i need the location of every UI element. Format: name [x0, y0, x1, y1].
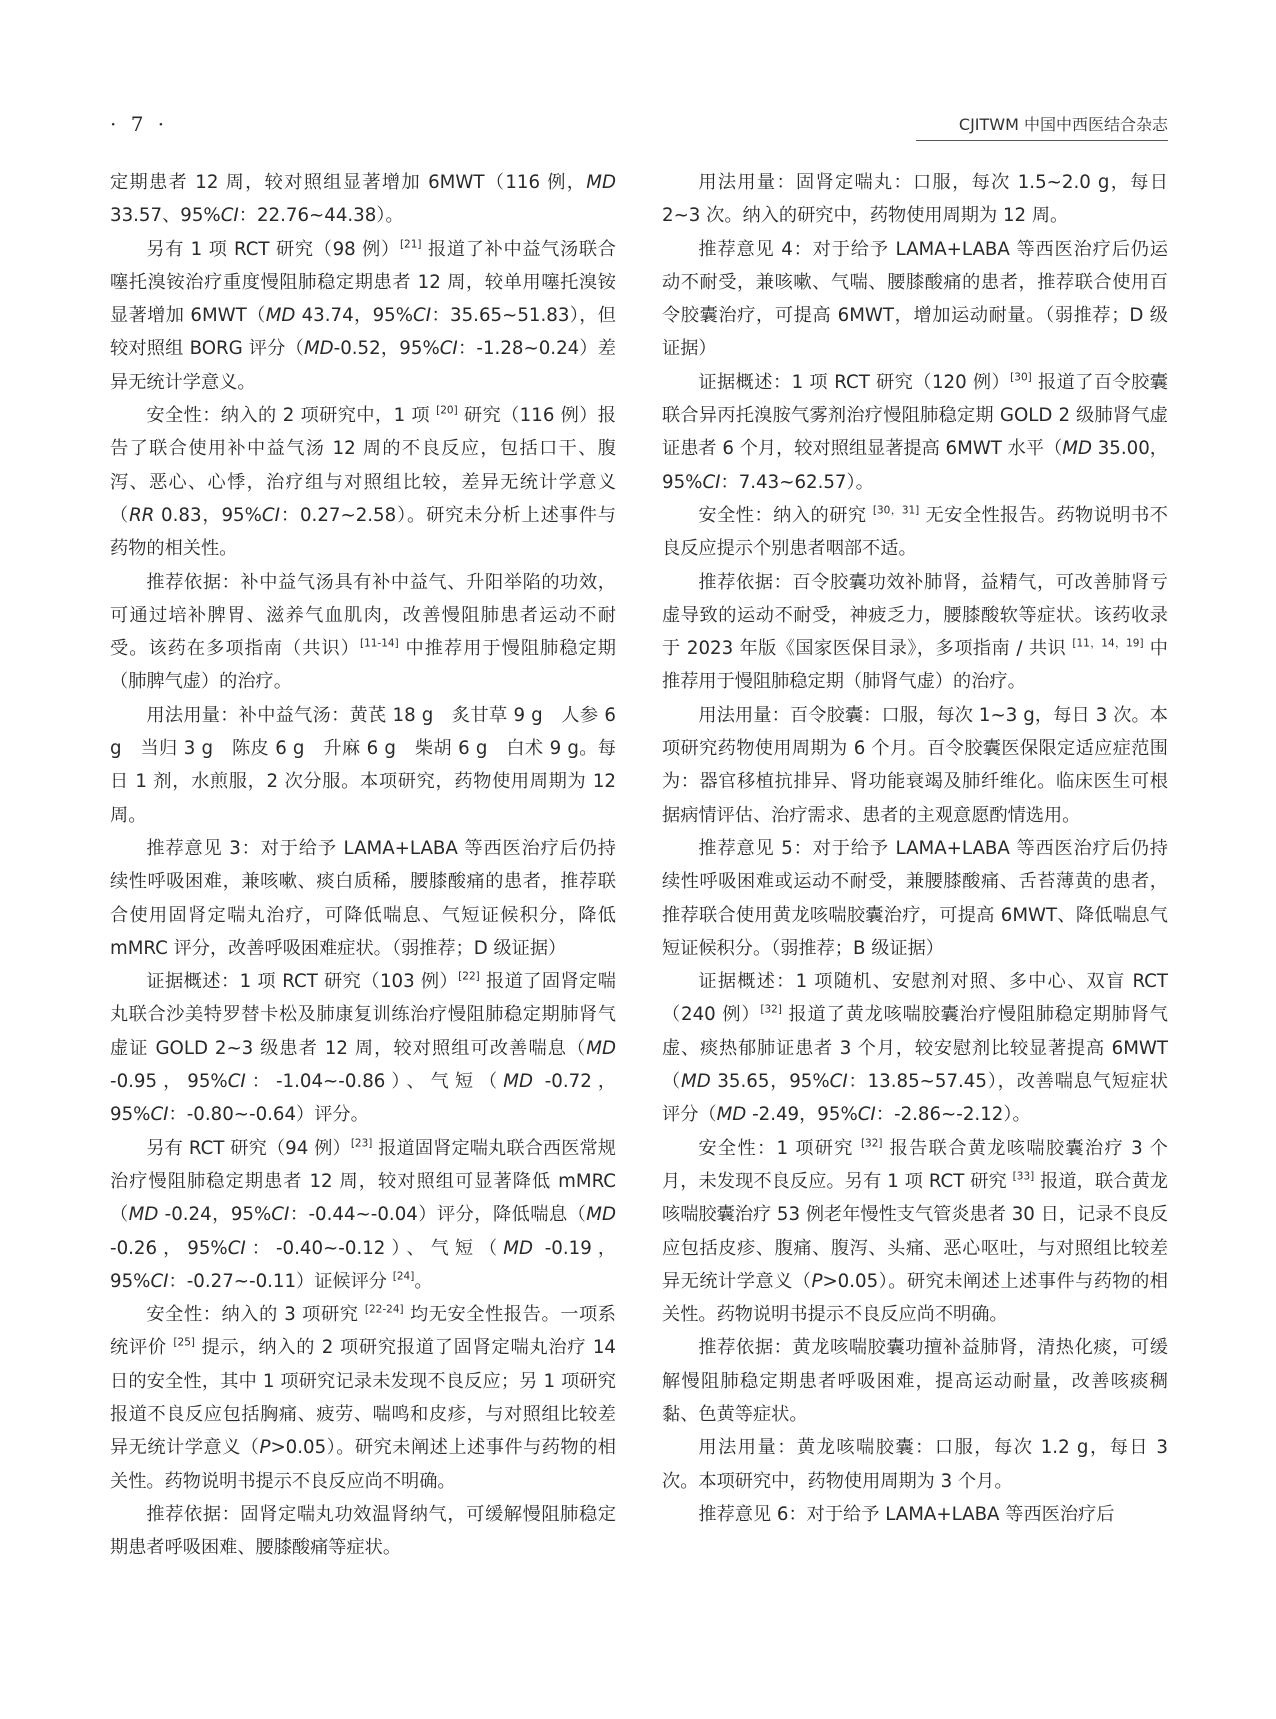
- paragraph: 另有 RCT 研究（94 例）[23] 报道固肾定喘丸联合西医常规治疗慢阻肺稳定期患者 12 周，较对照组可显著降低 mMRC（MD -0.24，95%CI：-0.44~-0.04）评分，降低喘息（MD -0.26，95%CI：-0.40~-0.12）、气短（MD -0.19，95%CI：-0.27~-0.11）证候评分 [24]。: [110, 1137, 617, 1292]
- paragraph: 安全性：1 项研究 [32] 报告联合黄龙咳喘胶囊治疗 3 个月，未发现不良反应。另有 1 项 RCT 研究 [33] 报道，联合黄龙咳喘胶囊治疗 53 例老年慢性支气管炎患者 30 日，记录不良反应包括皮疹、腹痛、腹泻、头痛、恶心呕吐，与对照组比较差异无统计学意义（P>0.05）。研究未阐述上述事件与药物的相关性。药物说明书提示不良反应尚不明确。: [662, 1137, 1168, 1326]
- paragraph: 推荐依据：补中益气汤具有补中益气、升阳举陷的功效，可通过培补脾胃、滋养气血肌肉，改善慢阻肺患者运动不耐受。该药在多项指南（共识）[11-14] 中推荐用于慢阻肺稳定期（肺脾气虚）的治疗。: [110, 571, 616, 693]
- paragraph: 安全性：纳入的研究 [30，31] 无安全性报告。药物说明书不良反应提示个别患者咽部不适。: [662, 504, 1168, 560]
- paragraph: 另有 1 项 RCT 研究（98 例）[21] 报道了补中益气汤联合噻托溴铵治疗重度慢阻肺稳定期患者 12 周，较单用噻托溴铵显著增加 6MWT（MD 43.74，95%CI：35.65~51.83），但较对照组 BORG 评分（MD-0.52，95%CI：-1.28~0.24）差异无统计学意义。: [110, 238, 616, 393]
- journal-name: CJITWM 中国中西医结合杂志: [958, 115, 1168, 134]
- paragraph: 定期患者 12 周，较对照组显著增加 6MWT（116 例，MD 33.57、95%CI：22.76~44.38）。: [110, 172, 616, 227]
- paragraph: 推荐意见 5：对于给予 LAMA+LABA 等西医治疗后仍持续性呼吸困难或运动不耐受，兼腰膝酸痛、舌苔薄黄的患者，推荐联合使用黄龙咳喘胶囊治疗，可提高 6MWT、降低喘息气短证候积分。（弱推荐；B 级证据）: [662, 837, 1168, 959]
- paragraph: 推荐依据：百令胶囊功效补肺肾，益精气，可改善肺肾亏虚导致的运动不耐受，神疲乏力，腰膝酸软等症状。该药收录于 2023 年版《国家医保目录》，多项指南 / 共识 [11，14，19] 中推荐用于慢阻肺稳定期（肺肾气虚）的治疗。: [662, 571, 1168, 693]
- right-column: [662, 166, 1168, 1531]
- paragraph: 证据概述：1 项随机、安慰剂对照、多中心、双盲 RCT（240 例）[32] 报道了黄龙咳喘胶囊治疗慢阻肺稳定期肺肾气虚、痰热郁肺证患者 3 个月，较安慰剂比较显著提高 6MWT（MD 35.65，95%CI：13.85~57.45），改善喘息气短症状评分（MD -2.49，95%CI：-2.86~-2.12）。: [662, 971, 1168, 1126]
- running-header: [110, 112, 1168, 142]
- page-number: · 7 ·: [110, 112, 169, 136]
- paragraph: 证据概述：1 项 RCT 研究（120 例）[30] 报道了百令胶囊联合异丙托溴胺气雾剂治疗慢阻肺稳定期 GOLD 2 级肺肾气虚证患者 6 个月，较对照组显著提高 6MWT 水平（MD 35.00，95%CI：7.43~62.57）。: [662, 371, 1168, 493]
- paragraph: 推荐意见 4：对于给予 LAMA+LABA 等西医治疗后仍运动不耐受，兼咳嗽、气喘、腰膝酸痛的患者，推荐联合使用百令胶囊治疗，可提高 6MWT，增加运动耐量。（弱推荐；D 级证据）: [662, 238, 1168, 360]
- paragraph: 用法用量：补中益气汤：黄芪 18 g 炙甘草 9 g 人参 6 g 当归 3 g 陈皮 6 g 升麻 6 g 柴胡 6 g 白术 9 g。每日 1 剂，水煎服，2 次分服。本项研究，药物使用周期为 12 周。: [110, 704, 616, 826]
- paragraph: 推荐依据：固肾定喘丸功效温肾纳气，可缓解慢阻肺稳定期患者呼吸困难、腰膝酸痛等症状。: [110, 1503, 616, 1559]
- paragraph: 推荐依据：黄龙咳喘胶囊功擅补益肺肾，清热化痰，可缓解慢阻肺稳定期患者呼吸困难，提高运动耐量，改善咳痰稠黏、色黄等症状。: [662, 1337, 1168, 1425]
- paragraph: 用法用量：固肾定喘丸：口服，每次 1.5~2.0 g，每日 2~3 次。纳入的研究中，药物使用周期为 12 周。: [662, 172, 1168, 227]
- paragraph: 推荐意见 3：对于给予 LAMA+LABA 等西医治疗后仍持续性呼吸困难，兼咳嗽、痰白质稀，腰膝酸痛的患者，推荐联合使用固肾定喘丸治疗，可降低喘息、气短证候积分，降低 mMRC 评分，改善呼吸困难症状。（弱推荐；D 级证据）: [110, 837, 616, 959]
- paragraph: 用法用量：百令胶囊：口服，每次 1~3 g，每日 3 次。本项研究药物使用周期为 6 个月。百令胶囊医保限定适应症范围为：器官移植抗排异、肾功能衰竭及肺纤维化。临床医生可根据病情评估、治疗需求、患者的主观意愿酌情选用。: [662, 704, 1168, 826]
- header-rule: [916, 140, 1168, 141]
- paragraph: 安全性：纳入的 2 项研究中，1 项 [20] 研究（116 例）报告了联合使用补中益气汤 12 周的不良反应，包括口干、腹泻、恶心、心悸，治疗组与对照组比较，差异无统计学意义（RR 0.83，95%CI：0.27~2.58）。研究未分析上述事件与药物的相关性。: [110, 404, 616, 560]
- paragraph: 证据概述：1 项 RCT 研究（103 例）[22] 报道了固肾定喘丸联合沙美特罗替卡松及肺康复训练治疗慢阻肺稳定期肺肾气虚证 GOLD 2~3 级患者 12 周，较对照组可改善喘息（MD -0.95，95%CI：-1.04~-0.86）、气短（MD -0.72，95%CI：-0.80~-0.64）评分。: [110, 970, 617, 1126]
- paragraph: 安全性：纳入的 3 项研究 [22-24] 均无安全性报告。一项系统评价 [25] 提示，纳入的 2 项研究报道了固肾定喘丸治疗 14 日的安全性，其中 1 项研究记录未发现不良反应；另 1 项研究报道不良反应包括胸痛、疲劳、喘鸣和皮疹，与对照组比较差异无统计学意义（P>0.05）。研究未阐述上述事件与药物的相关性。药物说明书提示不良反应尚不明确。: [110, 1303, 616, 1492]
- paragraph: 用法用量：黄龙咳喘胶囊：口服，每次 1.2 g，每日 3 次。本项研究中，药物使用周期为 3 个月。: [662, 1437, 1168, 1492]
- paragraph: 推荐意见 6：对于给予 LAMA+LABA 等西医治疗后: [698, 1503, 1115, 1525]
- left-column: [110, 166, 616, 1564]
